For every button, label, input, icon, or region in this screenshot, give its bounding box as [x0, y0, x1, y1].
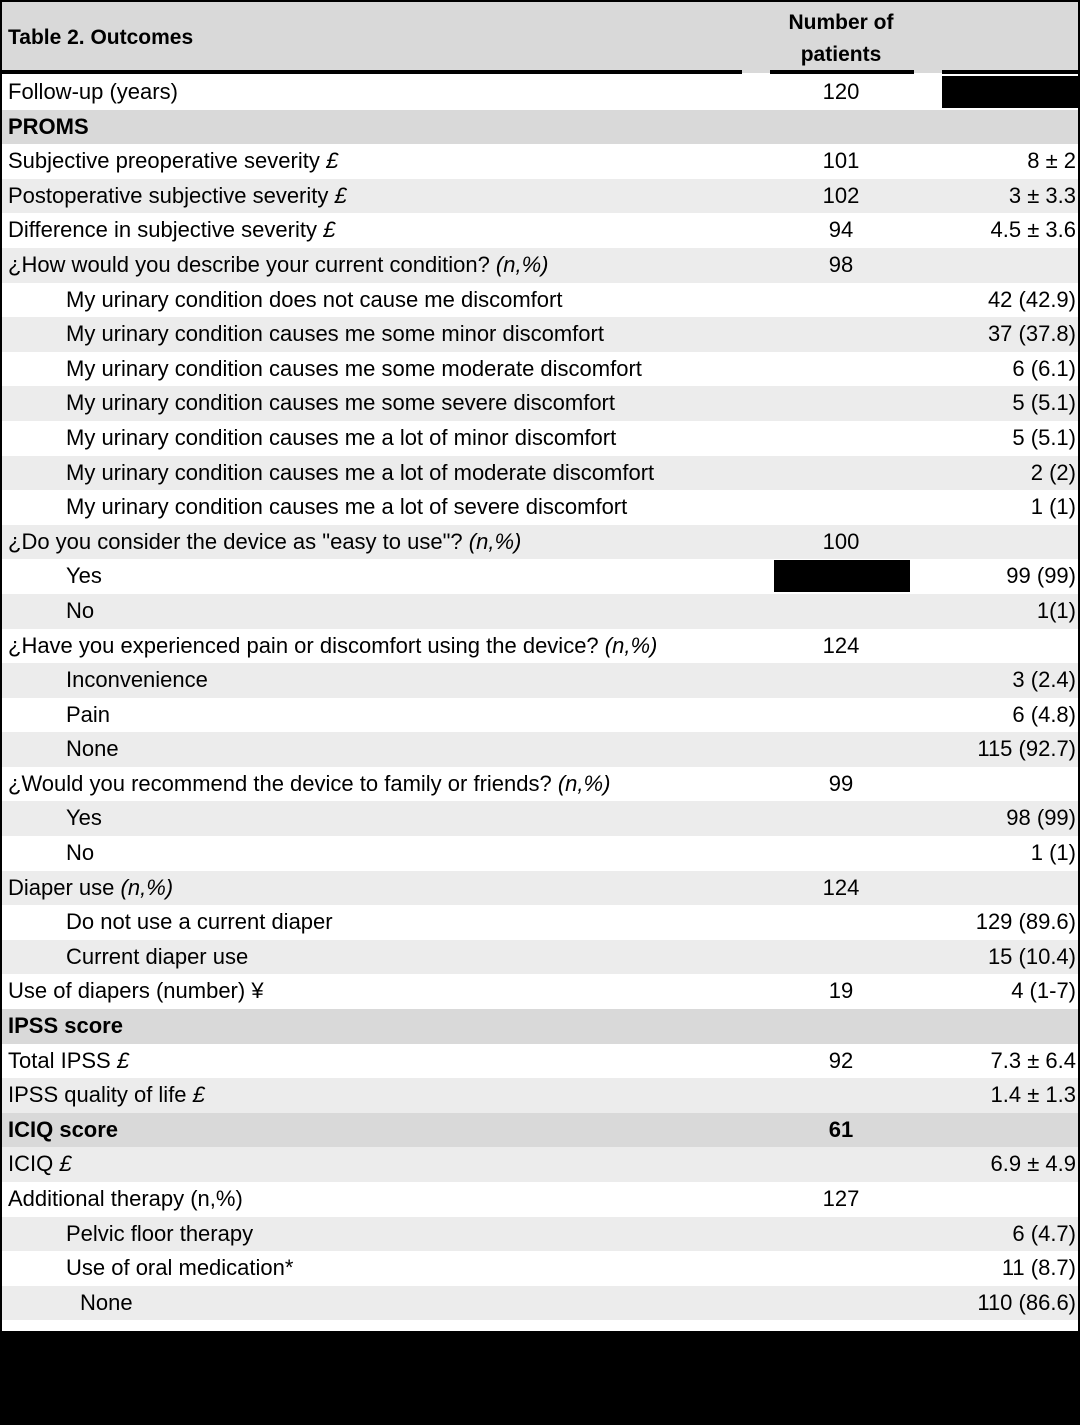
row-patient-count: 61 [828, 1116, 854, 1142]
table-row [2, 317, 1078, 352]
row-label-text: IPSS score [8, 1013, 123, 1039]
row-label [66, 421, 616, 456]
table-row [2, 559, 1078, 594]
table-row [2, 1044, 1078, 1079]
row-label-text: Yes [66, 563, 102, 589]
redacted-value-block [942, 76, 1078, 108]
row-value: 115 (92.7) [977, 736, 1076, 762]
row-label-text: Pain [66, 701, 111, 727]
row-label-text: My urinary condition causes me some moderate discomfort [66, 355, 642, 381]
row-value: 6.9 ± 4.9 [990, 1151, 1076, 1177]
section-row [2, 1113, 1078, 1148]
row-label [8, 525, 521, 560]
row-value: 1.4 ± 1.3 [990, 1082, 1076, 1108]
row-value: 7.3 ± 6.4 [990, 1047, 1076, 1073]
row-label [8, 1078, 205, 1113]
row-label-text: My urinary condition causes me some severe discomfort [66, 390, 615, 416]
row-label-text: ICIQ [8, 1151, 60, 1177]
row-label [8, 1009, 123, 1044]
table-row [2, 144, 1078, 179]
row-label-text: No [66, 597, 95, 623]
row-label-text: ¿Do you consider the device as "easy to use"? [8, 528, 469, 554]
row-label-text: Additional therapy (n,%) [8, 1186, 243, 1211]
row-value: 5 (5.1) [1012, 390, 1076, 416]
row-label-suffix: £ [116, 1047, 130, 1073]
table-row [2, 940, 1078, 975]
row-label-text: Follow-up (years) [8, 79, 178, 104]
table-row [2, 1182, 1078, 1217]
row-label-suffix: (n,%) [495, 251, 549, 277]
table-row [2, 75, 1078, 110]
table-row [2, 179, 1078, 214]
row-label [8, 110, 89, 145]
table-row [2, 1147, 1078, 1182]
row-label [66, 456, 654, 491]
row-label [66, 1251, 293, 1286]
row-label-text: ICIQ score [8, 1116, 119, 1142]
row-patient-count: 94 [828, 217, 854, 243]
table-row [2, 836, 1078, 871]
row-label-text: ¿Would you recommend the device to family or friends? [8, 770, 558, 796]
table-row [2, 698, 1078, 733]
row-label-suffix: £ [334, 182, 347, 208]
row-patient-count: 98 [828, 251, 854, 277]
row-label-text: My urinary condition causes me a lot of moderate discomfort [66, 459, 655, 485]
row-label [8, 248, 548, 283]
row-value: 6 (4.7) [1012, 1220, 1076, 1246]
table-row [2, 386, 1078, 421]
table-row [2, 1286, 1078, 1321]
row-value: 6 (4.8) [1012, 701, 1076, 727]
row-label-text: Postoperative subjective severity [8, 182, 335, 208]
row-label [66, 283, 562, 318]
row-patient-count: 19 [828, 978, 854, 1004]
table-row [2, 525, 1078, 560]
row-patient-count: 124 [822, 632, 860, 658]
row-label-text: Pelvic floor therapy [66, 1220, 254, 1246]
row-value: 2 (2) [1030, 459, 1076, 485]
table-row [2, 456, 1078, 491]
row-label-suffix: (n,%) [557, 770, 611, 796]
table-row [2, 871, 1078, 906]
table-body [2, 75, 1078, 1320]
row-label-text: My urinary condition causes me a lot of severe discomfort [66, 494, 628, 520]
row-label-text: Use of oral medication* [66, 1255, 294, 1281]
row-label [66, 490, 627, 525]
row-label [66, 1217, 253, 1252]
row-label-text: Difference in subjective severity [8, 217, 324, 243]
row-value: 4 (1-7) [1011, 978, 1076, 1004]
row-label [66, 801, 102, 836]
row-label-text: Yes [66, 805, 102, 831]
row-label [66, 352, 642, 387]
header-rule-middle [770, 70, 914, 74]
row-label-text: Inconvenience [66, 667, 208, 693]
row-label [8, 871, 173, 906]
row-label-suffix: (n,%) [468, 528, 522, 554]
row-patient-count: 101 [822, 148, 860, 174]
table-row [2, 213, 1078, 248]
row-value: 1(1) [1036, 597, 1076, 623]
table-row [2, 732, 1078, 767]
table-row [2, 629, 1078, 664]
table-row [2, 1217, 1078, 1252]
redacted-count-block [774, 560, 910, 592]
row-value: 8 ± 2 [1027, 148, 1076, 174]
row-label [8, 144, 338, 179]
row-label [8, 1147, 72, 1182]
table-row [2, 1251, 1078, 1286]
row-label-text: My urinary condition causes me some minor discomfort [66, 321, 604, 347]
row-label-text: Subjective preoperative severity [8, 148, 326, 174]
table-row [2, 974, 1078, 1009]
row-value: 42 (42.9) [987, 286, 1076, 312]
row-value: 15 (10.4) [987, 943, 1076, 969]
table-title: Table 2. Outcomes [8, 26, 194, 49]
row-value: 110 (86.6) [977, 1289, 1076, 1315]
row-label-text: Diaper use [8, 874, 121, 900]
table-row [2, 663, 1078, 698]
row-value: 98 (99) [1006, 805, 1076, 831]
table-row [2, 490, 1078, 525]
row-label [8, 75, 178, 110]
table-row [2, 594, 1078, 629]
row-label-suffix: (n,%) [120, 874, 174, 900]
row-patient-count: 100 [822, 528, 860, 554]
table-row [2, 801, 1078, 836]
row-label-suffix: (n,%) [604, 632, 658, 658]
table-row [2, 1078, 1078, 1113]
row-label [8, 629, 657, 664]
row-value: 3 ± 3.3 [1008, 182, 1076, 208]
row-label [8, 974, 264, 1009]
row-label [8, 767, 610, 802]
row-label-suffix: £ [59, 1151, 72, 1177]
row-patient-count: 124 [822, 874, 860, 900]
row-label [8, 213, 335, 248]
row-label [8, 1113, 118, 1148]
row-label [66, 386, 615, 421]
column-header-number-of-patients: Number of patients [788, 11, 894, 66]
row-label-text: IPSS quality of life [8, 1082, 193, 1108]
row-label [66, 732, 119, 767]
table-row [2, 905, 1078, 940]
row-label-text: My urinary condition does not cause me discomfort [66, 286, 563, 312]
redaction-bar [0, 1333, 1080, 1425]
row-label [8, 179, 347, 214]
row-value: 99 (99) [1006, 563, 1076, 589]
row-patient-count: 92 [828, 1047, 854, 1073]
row-patient-count: 127 [822, 1186, 860, 1211]
table-row [2, 283, 1078, 318]
row-patient-count: 102 [822, 182, 860, 208]
section-row [2, 110, 1078, 145]
row-label [66, 663, 208, 698]
header-rule-left [2, 70, 742, 74]
table-row [2, 248, 1078, 283]
row-label [8, 1182, 243, 1217]
row-value: 11 (8.7) [1001, 1255, 1076, 1281]
table-header [2, 2, 1078, 73]
row-label-text: Total IPSS [8, 1047, 117, 1073]
row-label-text: Use of diapers (number) ¥ [8, 978, 264, 1004]
row-label [8, 1044, 129, 1079]
row-label-suffix: £ [323, 217, 336, 243]
row-label-text: Do not use a current diaper [66, 909, 333, 935]
table-row [2, 421, 1078, 456]
row-label-text: No [66, 840, 95, 866]
row-value: 129 (89.6) [975, 909, 1076, 935]
table-row [2, 352, 1078, 387]
row-label [80, 1286, 133, 1321]
row-label [66, 905, 333, 940]
header-rule-right [942, 70, 1078, 74]
row-label-suffix: £ [192, 1082, 205, 1108]
row-value: 1 (1) [1030, 840, 1076, 866]
row-label-text: None [80, 1289, 133, 1315]
row-label-suffix: £ [325, 148, 339, 174]
row-label-text: My urinary condition causes me a lot of minor discomfort [66, 424, 617, 450]
row-patient-count: 99 [828, 770, 854, 796]
row-label-text: Current diaper use [66, 943, 249, 969]
row-label [66, 836, 94, 871]
row-label-text: PROMS [8, 113, 89, 139]
row-label-text: None [66, 736, 119, 762]
row-label [66, 559, 102, 594]
row-value: 5 (5.1) [1012, 424, 1076, 450]
row-label [66, 317, 604, 352]
row-patient-count: 120 [822, 79, 860, 104]
row-value: 3 (2.4) [1012, 667, 1076, 693]
table-row [2, 767, 1078, 802]
row-label-text: ¿Have you experienced pain or discomfort using the device? [8, 632, 605, 658]
row-value: 1 (1) [1030, 494, 1076, 520]
row-label [66, 940, 248, 975]
row-label-text: ¿How would you describe your current condition? [8, 251, 496, 277]
row-value: 4.5 ± 3.6 [990, 217, 1076, 243]
row-label [66, 698, 110, 733]
row-value: 6 (6.1) [1012, 355, 1076, 381]
row-value: 37 (37.8) [987, 321, 1076, 347]
section-row [2, 1009, 1078, 1044]
row-label [66, 594, 94, 629]
